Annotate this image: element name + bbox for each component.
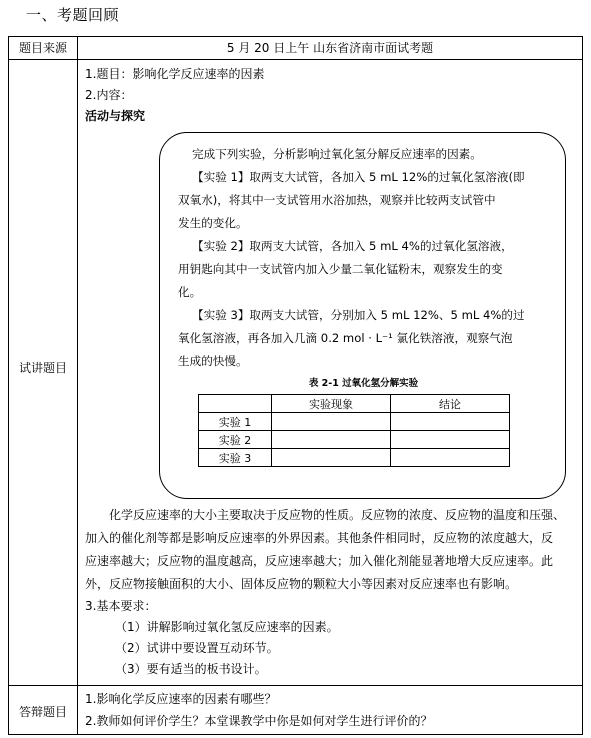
table-cell [391,431,510,449]
exam-table [8,36,583,735]
experiment-line: 双氧水)，将其中一支试管用水浴加热，观察并比较两支试管中 [178,193,496,207]
requirement-item: （1）讲解影响过氧化氢反应速率的因素。 [115,620,339,634]
paragraph-line: 应速率越大；反应物的温度越高，反应速率越大；加入催化剂能显著地增大反应速率。此 [85,554,554,568]
title-line: 1.题目：影响化学反应速率的因素 [85,67,265,81]
table-header-cell: 结论 [391,395,510,413]
source-label: 题目来源 [18,41,67,55]
defense-content [85,688,576,732]
activity-heading: 活动与探究 [85,109,146,123]
section-heading: 一、考题回顾 [26,6,120,24]
table-caption: 表 2-1 过氧化氢分解实验 [308,378,419,389]
paragraph-line: 外，反应物接触面积的大小、固体反应物的颗粒大小等因素对反应速率也有影响。 [85,577,518,591]
experiment-table [198,394,510,467]
defense-question: 1.影响化学反应速率的因素有哪些？ [85,692,277,706]
experiment-line: 发生的变化。 [178,216,248,230]
requirement-item: （3）要有适当的板书设计。 [115,662,267,676]
paragraph-line: 化学反应速率的大小主要取决于反应物的性质。反应物的浓度、反应物的温度和压强、 [109,508,566,522]
experiment-line: 生成的快慢。 [178,354,248,368]
experiment-line: 氧化氢溶液，再各加入几滴 0.2 mol · L⁻¹ 氯化铁溶液，观察气泡 [178,331,513,345]
experiment-line: 【实验 2】取两支大试管，各加入 5 mL 4%的过氧化氢溶液， [192,239,513,253]
experiment-line: 【实验 1】取两支大试管，各加入 5 mL 12%的过氧化氢溶液(即 [192,170,525,184]
table-header-cell [199,395,272,413]
row-divider [9,59,582,60]
table-row [199,431,510,449]
column-divider [77,37,78,734]
row-divider [9,685,582,686]
trial-content-lower [85,504,576,680]
table-cell [391,449,510,467]
table-row [199,413,510,431]
table-cell [272,431,391,449]
source-value: 5 月 20 日上午 山东省济南市面试考题 [226,41,434,55]
table-row [199,449,510,467]
table-header-cell: 实验现象 [272,395,391,413]
table-row-label: 实验 2 [199,431,272,449]
experiment-3 [178,304,549,373]
table-row-label: 实验 1 [199,413,272,431]
experiment-1 [178,166,549,235]
explanation-paragraph [85,504,576,596]
experiment-line: 【实验 3】取两支大试管，分别加入 5 mL 12%、5 mL 4%的过 [192,308,525,322]
defense-question: 2.教师如何评价学生？本堂课教学中你是如何对学生进行评价的？ [85,714,433,728]
requirements-label: 3.基本要求： [85,599,157,613]
paragraph-line: 加入的催化剂等都是影响反应速率的外界因素。其他条件相同时，反应物的浓度越大，反 [85,531,554,545]
table-cell [272,413,391,431]
defense-label: 答辩题目 [18,705,67,719]
activity-box [159,132,566,499]
box-intro: 完成下列实验，分析影响过氧化氢分解反应速率的因素。 [192,147,482,161]
table-cell [391,413,510,431]
content-label: 2.内容： [85,88,133,102]
trial-label: 试讲题目 [18,361,67,375]
requirement-item: （2）试讲中要设置互动环节。 [115,641,279,655]
experiment-2 [178,235,549,304]
table-header-row [199,395,510,413]
experiment-line: 用钥匙向其中一支试管内加入少量二氧化锰粉末，观察发生的变 [178,262,503,276]
table-row-label: 实验 3 [199,449,272,467]
trial-content [85,64,576,127]
table-cell [272,449,391,467]
experiment-line: 化。 [178,285,202,299]
